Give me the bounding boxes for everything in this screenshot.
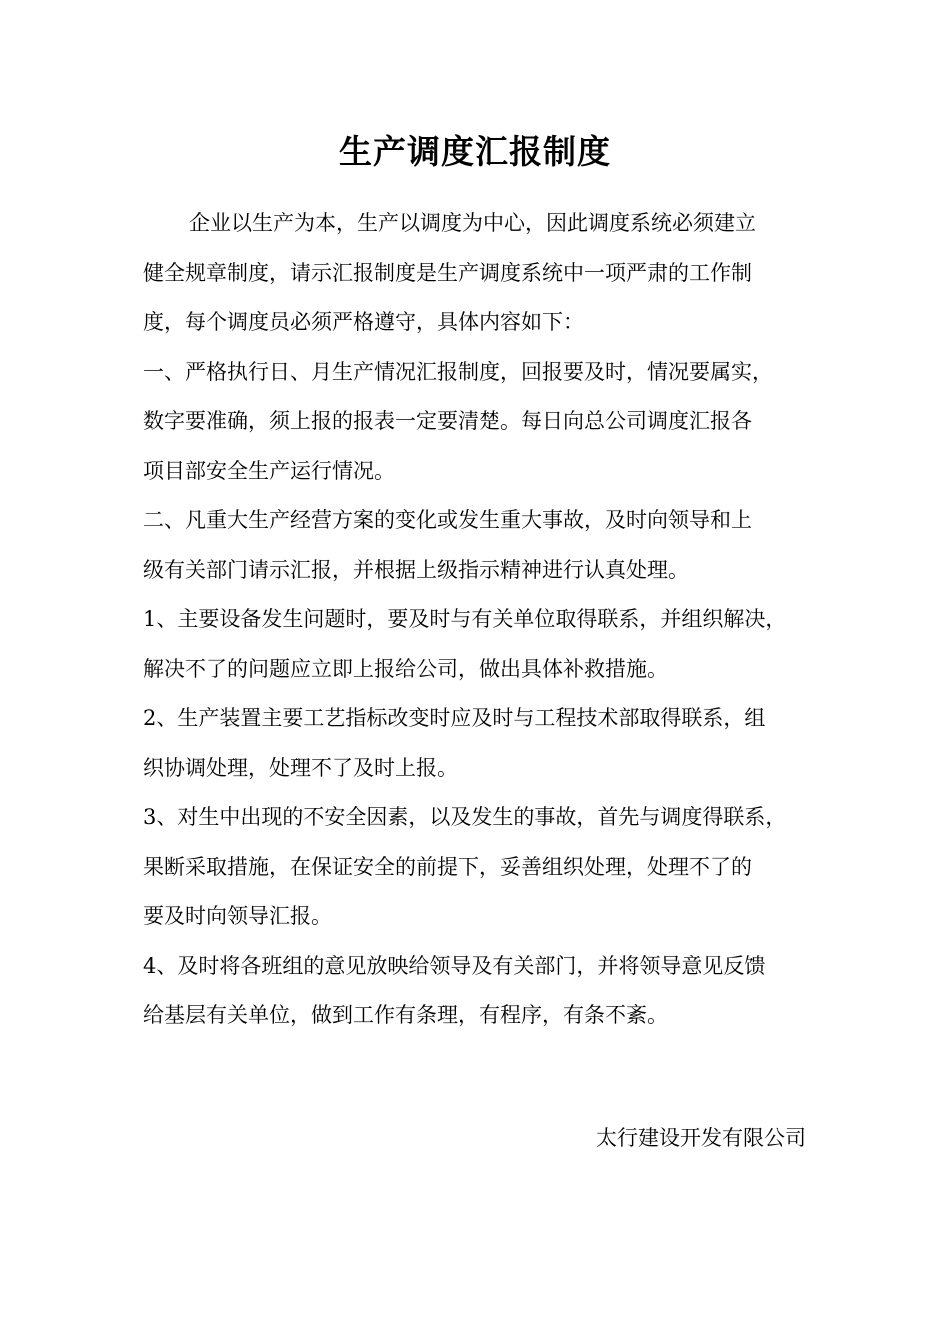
paragraph-line: 数字要准确，须上报的报表一定要清楚。每日向总公司调度汇报各 bbox=[143, 409, 752, 433]
paragraph-line: 度，每个调度员必须严格遵守，具体内容如下： bbox=[143, 310, 584, 334]
intro-paragraph bbox=[143, 199, 815, 348]
paragraph-line: 要及时向领导汇报。 bbox=[143, 904, 332, 928]
item-1-paragraph bbox=[143, 595, 815, 694]
document-body bbox=[143, 199, 815, 1041]
item-3-paragraph bbox=[143, 793, 815, 942]
paragraph-line: 一、严格执行日、月生产情况汇报制度，回报要及时，情况要属实， bbox=[143, 359, 773, 384]
paragraph-line: 企业以生产为本，生产以调度为中心，因此调度系统必须建立 bbox=[189, 211, 756, 235]
paragraph-line: 织协调处理，处理不了及时上报。 bbox=[143, 755, 458, 780]
clause-two-paragraph bbox=[143, 496, 815, 595]
paragraph-line: 3、对生中出现的不安全因素，以及发生的事故，首先与调度得联系， bbox=[143, 805, 787, 829]
paragraph-line: 给基层有关单位，做到工作有条理，有程序，有条不紊。 bbox=[143, 1003, 668, 1027]
paragraph-line: 解决不了的问题应立即上报给公司，做出具体补救措施。 bbox=[143, 656, 668, 681]
clause-one-paragraph bbox=[143, 348, 815, 497]
paragraph-line: 1、主要设备发生问题时，要及时与有关单位取得联系，并组织解决， bbox=[143, 607, 787, 631]
paragraph-line: 健全规章制度，请示汇报制度是生产调度系统中一项严肃的工作制 bbox=[143, 260, 752, 285]
paragraph-line: 2、生产装置主要工艺指标改变时应及时与工程技术部取得联系，组 bbox=[143, 706, 766, 730]
paragraph-line: 果断采取措施，在保证安全的前提下，妥善组织处理，处理不了的 bbox=[143, 854, 752, 879]
paragraph-line: 项目部安全生产运行情况。 bbox=[143, 458, 395, 483]
document-title: 生产调度汇报制度 bbox=[339, 132, 611, 171]
item-2-paragraph bbox=[143, 694, 815, 793]
item-4-paragraph bbox=[143, 942, 815, 1041]
paragraph-line: 二、凡重大生产经营方案的变化或发生重大事故，及时向领导和上 bbox=[143, 508, 752, 532]
company-signature: 太行建设开发有限公司 bbox=[596, 1126, 806, 1150]
paragraph-line: 级有关部门请示汇报，并根据上级指示精神进行认真处理。 bbox=[143, 557, 689, 582]
paragraph-line: 4、及时将各班组的意见放映给领导及有关部门，并将领导意见反馈 bbox=[143, 953, 766, 978]
